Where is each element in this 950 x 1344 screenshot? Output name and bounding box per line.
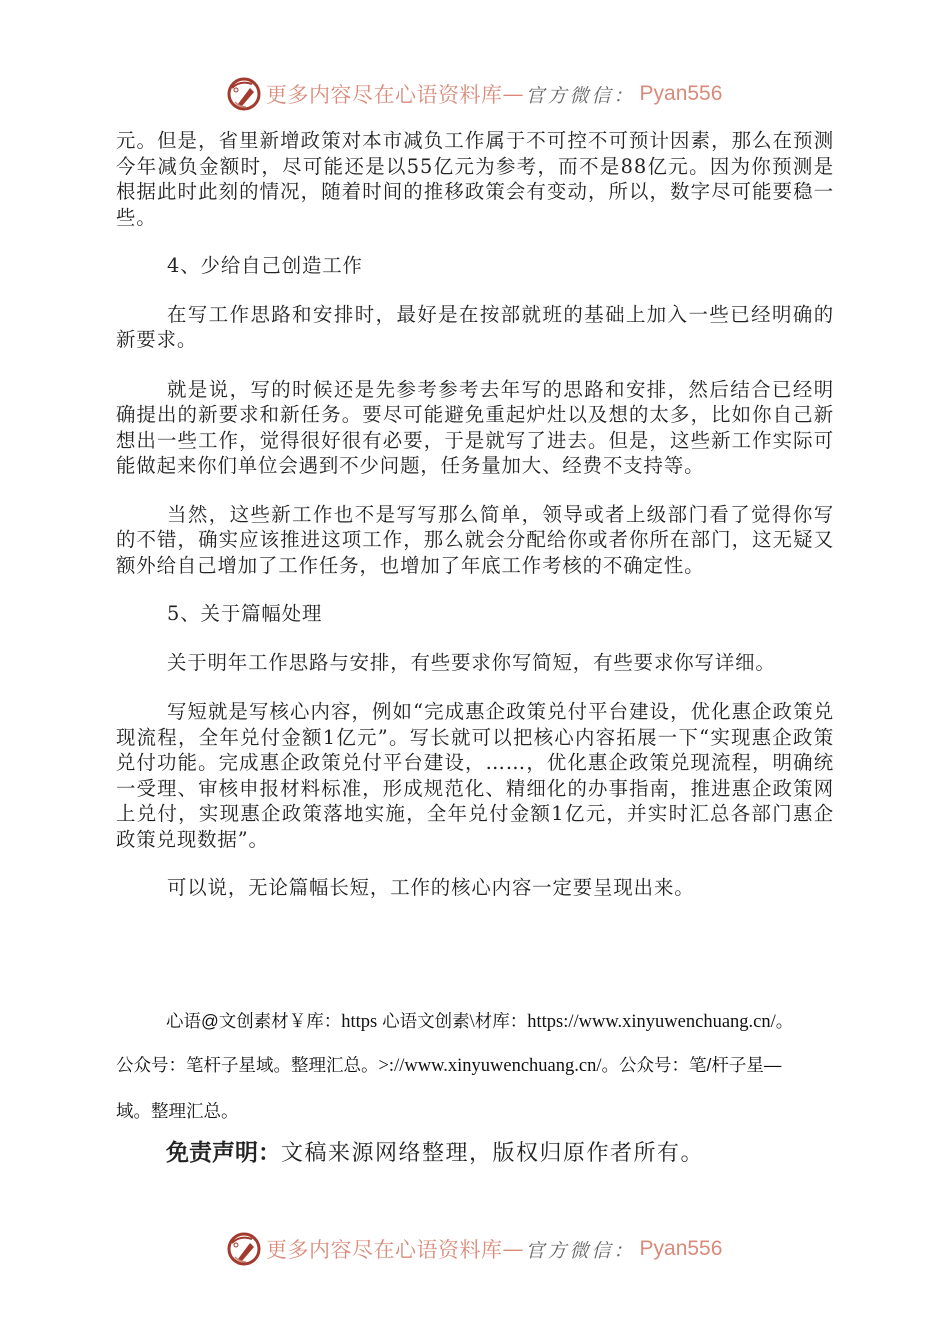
header-banner bbox=[226, 74, 726, 114]
banner-slogan: 更多内容尽在心语资料库 bbox=[266, 1238, 503, 1262]
source-url-link[interactable]: https://www.xinyuwenchuang.cn/ bbox=[527, 1012, 776, 1032]
banner-wechat-label: 官方微信： bbox=[525, 1239, 636, 1262]
quill-pen-logo-icon bbox=[226, 76, 262, 112]
source-text: 心语@文创素材￥库： bbox=[166, 1011, 342, 1031]
disclaimer-text: 文稿来源网络整理，版权归原作者所有。 bbox=[281, 1141, 705, 1166]
paragraph: 当然，这些新工作也不是写写那么简单，领导或者上级部门看了觉得你写的不错，确实应该推进这项工作，那么就会分配给你或者你所在部门，这无疑又额外给自己增加了工作任务，也增加了年底工作考核的不确定性。 bbox=[116, 502, 834, 577]
banner-dash: — bbox=[502, 82, 524, 106]
banner-wechat-id: Pyan556 bbox=[639, 82, 723, 105]
banner-wechat-label: 官方微信： bbox=[525, 84, 636, 107]
paragraph: 就是说，写的时候还是先参考参考去年写的思路和安排，然后结合已经明确提出的新要求和新任务。要尽可能避免重起炉灶以及想的太多，比如你自己新想出一些工作，觉得很好很有必要，于是就写了进去。但是，这些新工作实际可能做起来你们单位会遇到不少问题，任务量加大、经费不支持等。 bbox=[116, 377, 834, 477]
source-url-link[interactable]: >://www.xinyuwenchuang.cn/ bbox=[378, 1056, 602, 1076]
footer-banner bbox=[226, 1229, 726, 1269]
paragraph: 可以说，无论篇幅长短，工作的核心内容一定要呈现出来。 bbox=[167, 876, 695, 899]
source-text: 。公众号：笔/杆子星— bbox=[601, 1055, 782, 1075]
disclaimer-label: 免责声明： bbox=[166, 1139, 281, 1165]
paragraph-continued: 元。但是，省里新增政策对本市减负工作属于不可控不可预计因素，那么在预测今年减负金额时，尽可能还是以55亿元为参考，而不是88亿元。因为你预测是根据此时此刻的情况，随着时间的推移政策会有变动，所以，数字尽可能要稳一些。 bbox=[116, 129, 834, 229]
source-text: 。 bbox=[775, 1011, 794, 1031]
source-line-2 bbox=[116, 1052, 836, 1077]
source-text: 域。整理汇总。 bbox=[116, 1101, 239, 1121]
source-url-fragment: https bbox=[341, 1012, 378, 1032]
article-body bbox=[116, 128, 834, 901]
source-text: 材库： bbox=[474, 1011, 528, 1031]
source-text: 心语文创素 bbox=[377, 1011, 470, 1031]
source-text: 公众号：笔杆子星域。整理汇总。 bbox=[116, 1055, 379, 1075]
paragraph: 写短就是写核心内容，例如“完成惠企政策兑付平台建设，优化惠企政策兑现流程，全年兑付金额1亿元”。写长就可以把核心内容拓展一下“实现惠企政策兑付功能。完成惠企政策兑付平台建设，……，优化惠企政策兑现流程，明确统一受理、审核申报材料标准，形成规范化、精细化的办事指南，推进惠企政策网上兑付，实现惠企政策落地实施，全年兑付金额1亿元，并实时汇总各部门惠企政策兑现数据”。 bbox=[116, 700, 834, 851]
source-text: \ bbox=[469, 1012, 475, 1032]
banner-dash: — bbox=[502, 1237, 524, 1261]
source-line-3 bbox=[116, 1098, 836, 1123]
source-line-1 bbox=[166, 1008, 886, 1033]
disclaimer bbox=[166, 1134, 704, 1167]
paragraph: 在写工作思路和安排时，最好是在按部就班的基础上加入一些已经明确的新要求。 bbox=[116, 302, 834, 351]
paragraph: 关于明年工作思路与安排，有些要求你写简短，有些要求你写详细。 bbox=[167, 650, 776, 674]
banner-wechat-id: Pyan556 bbox=[639, 1237, 723, 1260]
quill-pen-logo-icon bbox=[226, 1231, 262, 1267]
banner-slogan: 更多内容尽在心语资料库 bbox=[266, 83, 503, 107]
section-heading-5: 5、关于篇幅处理 bbox=[167, 602, 323, 625]
section-heading-4: 4、少给自己创造工作 bbox=[167, 254, 363, 277]
